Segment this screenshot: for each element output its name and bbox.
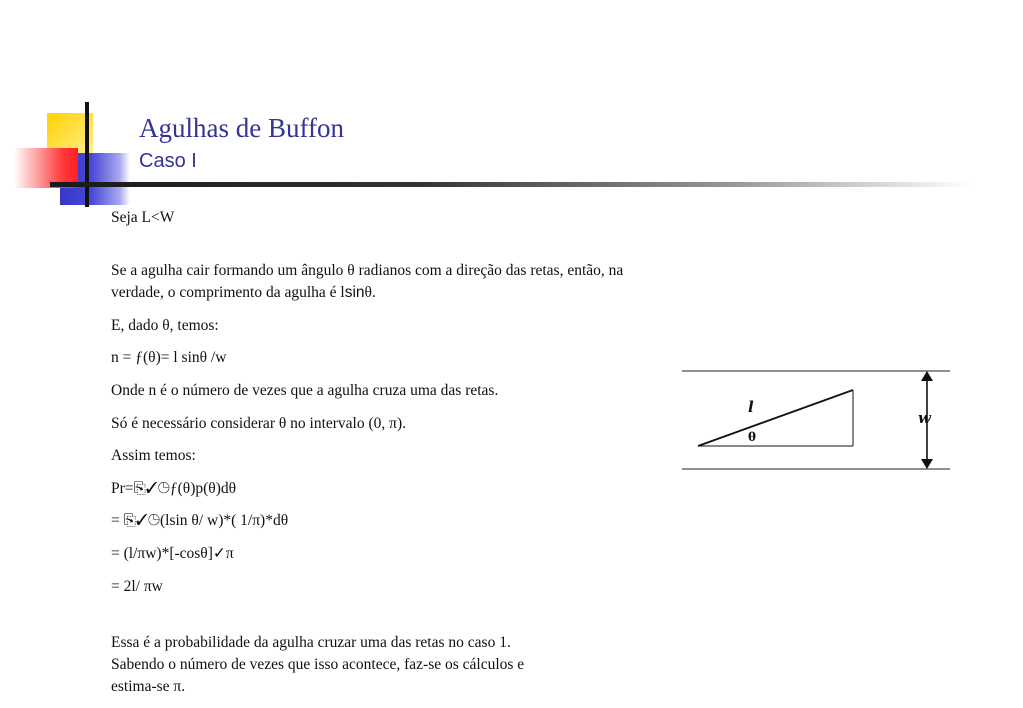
- paragraph-1-line-2-end: θ.: [364, 284, 376, 301]
- needle-diagram: [678, 365, 958, 475]
- conclusion-line-3: estima-se π.: [111, 678, 186, 695]
- decor-vertical-line: [85, 102, 89, 207]
- interval-text: Só é necessário considerar θ no intervalo (0, π).: [111, 415, 407, 432]
- paragraph-1-line-2-start: verdade, o comprimento da agulha é l: [111, 284, 345, 301]
- probability-line-2: = ⎘✓◷(lsin θ/ w)*( 1/π)*dθ: [111, 512, 289, 529]
- decor-horizontal-rule: [50, 182, 970, 187]
- formula-n: n = ƒ(θ)= l sinθ /w: [111, 349, 227, 366]
- width-arrow-top-head: [921, 371, 933, 381]
- explanation-n: Onde n é o número de vezes que a agulha cruza uma das retas.: [111, 382, 499, 399]
- given-text: E, dado θ, temos:: [111, 317, 219, 334]
- needle-line: [698, 390, 853, 446]
- condition-text: Seja L<W: [111, 209, 175, 226]
- paragraph-1-line-2: [111, 282, 376, 304]
- needle-length-label: l: [748, 398, 754, 416]
- slide-subtitle: Caso I: [139, 150, 197, 172]
- probability-line-3: = (l/πw)*[-cosθ]✓π: [111, 545, 234, 562]
- angle-label: θ: [748, 430, 757, 444]
- probability-line-1: Pr=⎘✓◷ƒ(θ)p(θ)dθ: [111, 480, 237, 497]
- conclusion-line-1: Essa é a probabilidade da agulha cruzar uma das retas no caso 1.: [111, 634, 511, 651]
- sin-word: sin: [344, 284, 365, 301]
- slide-title: Agulhas de Buffon: [139, 113, 344, 143]
- conclusion-line-2: Sabendo o número de vezes que isso acontece, faz-se os cálculos e: [111, 656, 525, 673]
- width-label: w: [918, 409, 931, 427]
- probability-line-4: = 2l/ πw: [111, 578, 163, 595]
- therefore-text: Assim temos:: [111, 447, 196, 464]
- width-arrow-bottom-head: [921, 459, 933, 469]
- paragraph-1-line-1: Se a agulha cair formando um ângulo θ radianos com a direção das retas, então, na: [111, 262, 624, 279]
